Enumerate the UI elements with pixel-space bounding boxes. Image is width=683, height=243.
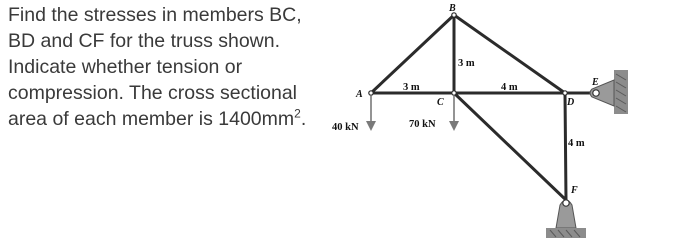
load-label-c: 70 kN bbox=[409, 119, 436, 130]
load-arrow-a bbox=[366, 96, 376, 131]
problem-text: Find the stresses in members BC, BD and CF for the truss shown. Indicate whether tension or compression. The cross sectional area of each member is 1400mm bbox=[8, 4, 302, 130]
joint-label-b: B bbox=[449, 3, 456, 14]
joint-pin-d bbox=[563, 91, 567, 95]
joint-label-c: C bbox=[437, 97, 444, 108]
dimension-bc: 3 m bbox=[458, 58, 475, 69]
dimension-df: 4 m bbox=[568, 138, 585, 149]
load-label-a: 40 kN bbox=[332, 122, 359, 133]
problem-text-end: . bbox=[300, 108, 307, 130]
dimension-ac: 3 m bbox=[403, 82, 420, 93]
joint-label-f: F bbox=[571, 185, 578, 196]
joint-pin-a bbox=[369, 91, 373, 95]
area-unit-superscript: 2 bbox=[294, 106, 301, 121]
truss-members bbox=[371, 15, 594, 200]
dimension-cd: 4 m bbox=[501, 82, 518, 93]
joint-label-d: D bbox=[567, 97, 575, 108]
pin-f bbox=[563, 200, 569, 206]
joint-pin-c bbox=[452, 91, 456, 95]
joint-label-e: E bbox=[592, 77, 599, 88]
load-arrow-c bbox=[449, 96, 459, 131]
pin-support-f bbox=[546, 200, 586, 238]
pin-e bbox=[593, 90, 599, 96]
joint-label-a: A bbox=[356, 89, 363, 100]
member-df bbox=[565, 93, 566, 200]
member-cf bbox=[454, 93, 566, 200]
